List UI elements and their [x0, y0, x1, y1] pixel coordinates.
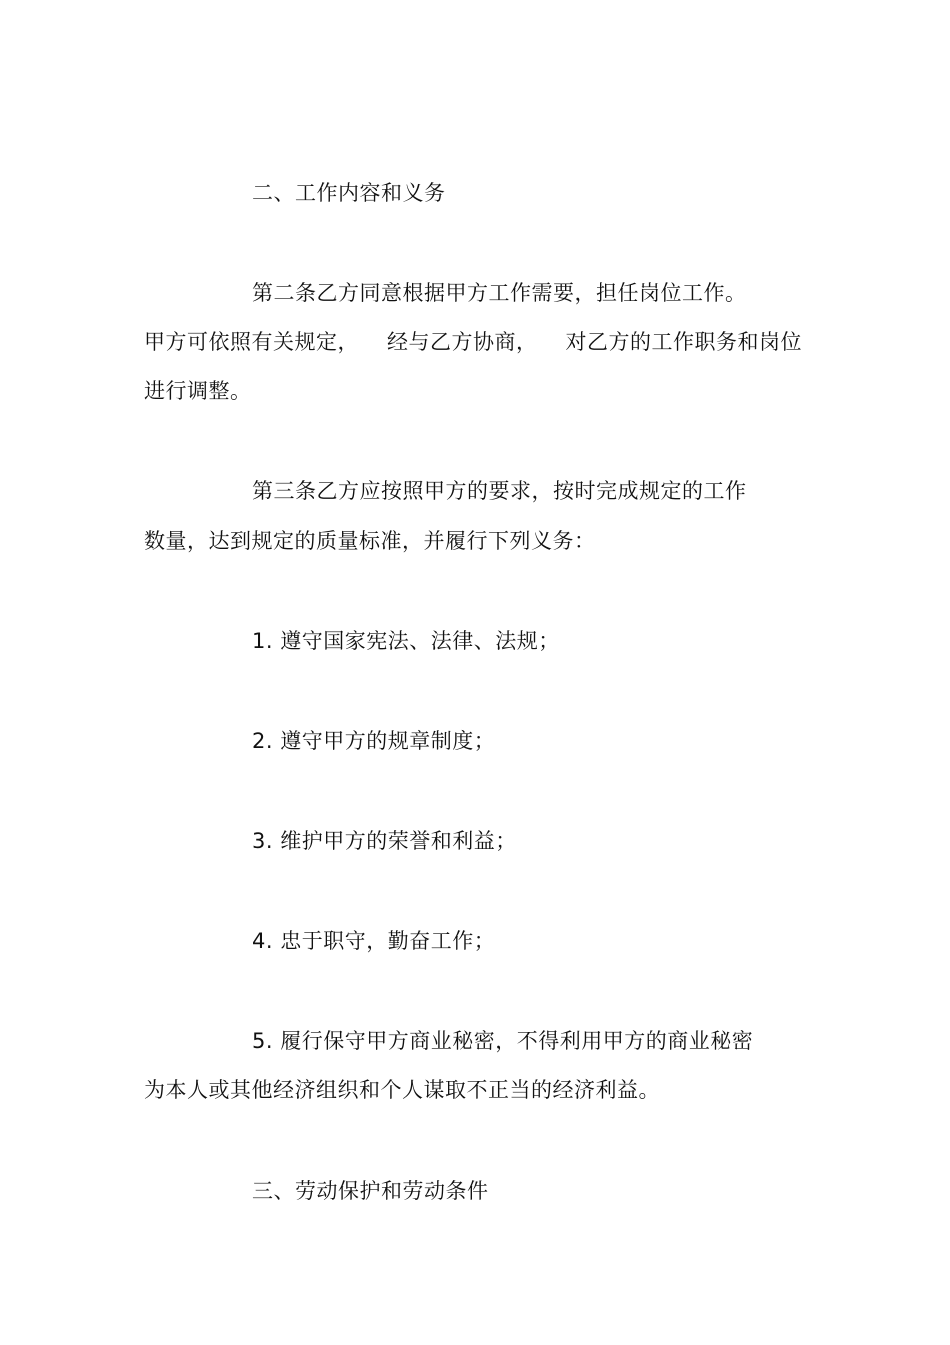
duty-item-1: 1. 遵守国家宪法、法律、法规； [252, 629, 560, 653]
section-heading-work-content: 二、工作内容和义务 [252, 181, 446, 205]
article-2-line-2-part-b: 经与乙方协商， [387, 330, 538, 354]
article-2-line-2-part-c: 对乙方的工作职务和岗位 [565, 330, 802, 354]
article-2-line-2 [144, 327, 802, 357]
duty-item-5-line-2: 为本人或其他经济组织和个人谋取不正当的经济利益。 [144, 1078, 660, 1102]
article-3-line-1: 第三条乙方应按照甲方的要求，按时完成规定的工作 [252, 479, 747, 503]
article-3-line-2: 数量，达到规定的质量标准，并履行下列义务： [144, 529, 596, 553]
duty-item-2: 2. 遵守甲方的规章制度； [252, 729, 496, 753]
duty-item-4: 4. 忠于职守，勤奋工作； [252, 929, 496, 953]
section-heading-labor-protection: 三、劳动保护和劳动条件 [252, 1179, 489, 1203]
article-2-line-2-part-a: 甲方可依照有关规定， [144, 330, 359, 354]
article-2-line-3: 进行调整。 [144, 379, 252, 403]
article-2-line-1: 第二条乙方同意根据甲方工作需要，担任岗位工作。 [252, 281, 747, 305]
duty-item-3: 3. 维护甲方的荣誉和利益； [252, 829, 517, 853]
duty-item-5-line-1: 5. 履行保守甲方商业秘密，不得利用甲方的商业秘密 [252, 1029, 754, 1053]
